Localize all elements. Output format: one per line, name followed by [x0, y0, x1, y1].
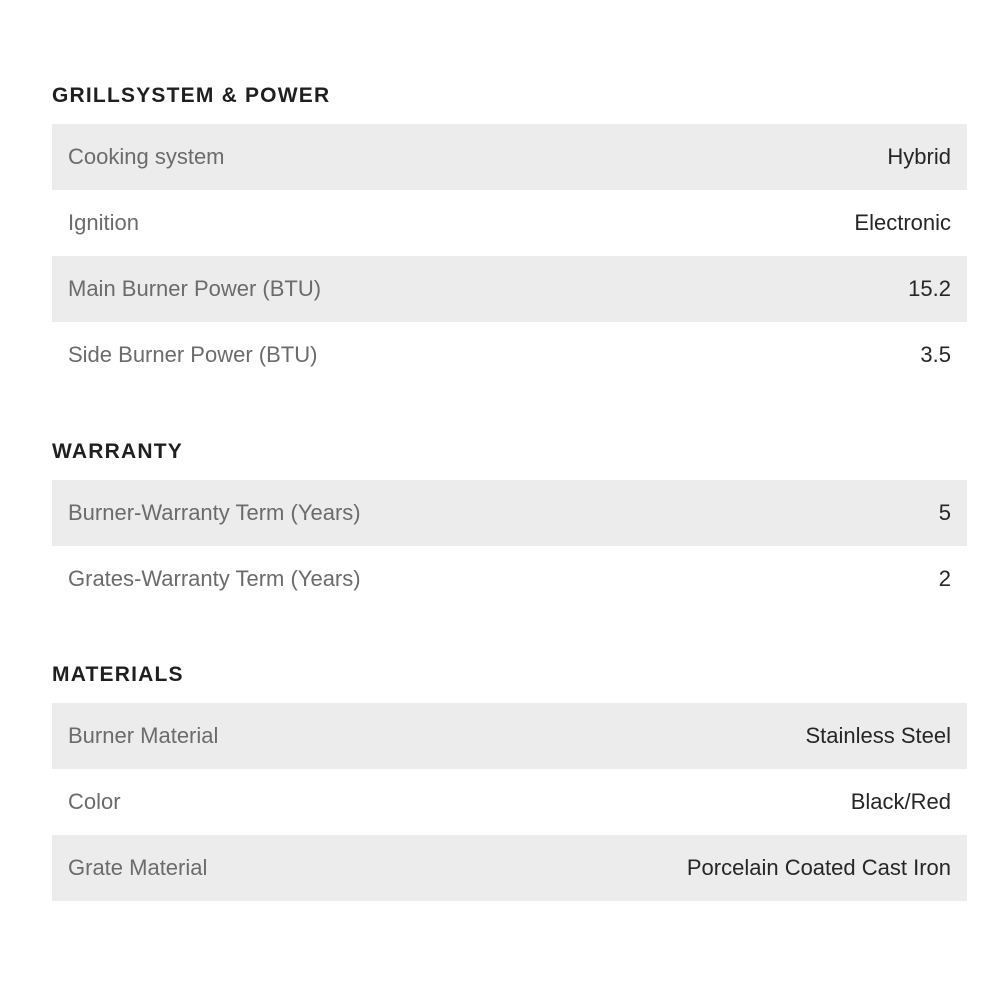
spec-table	[52, 480, 967, 612]
spec-value: Black/Red	[401, 769, 967, 835]
spec-label: Burner-Warranty Term (Years)	[52, 480, 857, 546]
spec-section-grillsystem-power	[52, 80, 967, 388]
spec-label: Burner Material	[52, 703, 401, 769]
spec-value: 15.2	[683, 256, 967, 322]
spec-value: 3.5	[683, 322, 967, 388]
spec-label: Color	[52, 769, 401, 835]
spec-label: Side Burner Power (BTU)	[52, 322, 683, 388]
spec-table	[52, 703, 967, 901]
spec-value: 5	[857, 480, 967, 546]
spec-label: Grate Material	[52, 835, 401, 901]
table-row	[52, 480, 967, 546]
section-title: GRILLSYSTEM & POWER	[52, 84, 331, 107]
table-row	[52, 322, 967, 388]
spec-value: Electronic	[683, 190, 967, 256]
table-row	[52, 703, 967, 769]
table-row	[52, 124, 967, 190]
spec-value: Stainless Steel	[401, 703, 967, 769]
spec-section-warranty	[52, 436, 967, 612]
spec-table	[52, 124, 967, 388]
table-row	[52, 190, 967, 256]
spec-value: 2	[857, 546, 967, 612]
table-row	[52, 769, 967, 835]
spec-label: Cooking system	[52, 124, 683, 190]
section-title: WARRANTY	[52, 440, 183, 463]
spec-label: Grates-Warranty Term (Years)	[52, 546, 857, 612]
table-row	[52, 835, 967, 901]
table-row	[52, 256, 967, 322]
spec-section-materials	[52, 659, 967, 901]
spec-label: Main Burner Power (BTU)	[52, 256, 683, 322]
spec-value: Hybrid	[683, 124, 967, 190]
spec-label: Ignition	[52, 190, 683, 256]
table-row	[52, 546, 967, 612]
section-title: MATERIALS	[52, 663, 184, 686]
spec-value: Porcelain Coated Cast Iron	[401, 835, 967, 901]
